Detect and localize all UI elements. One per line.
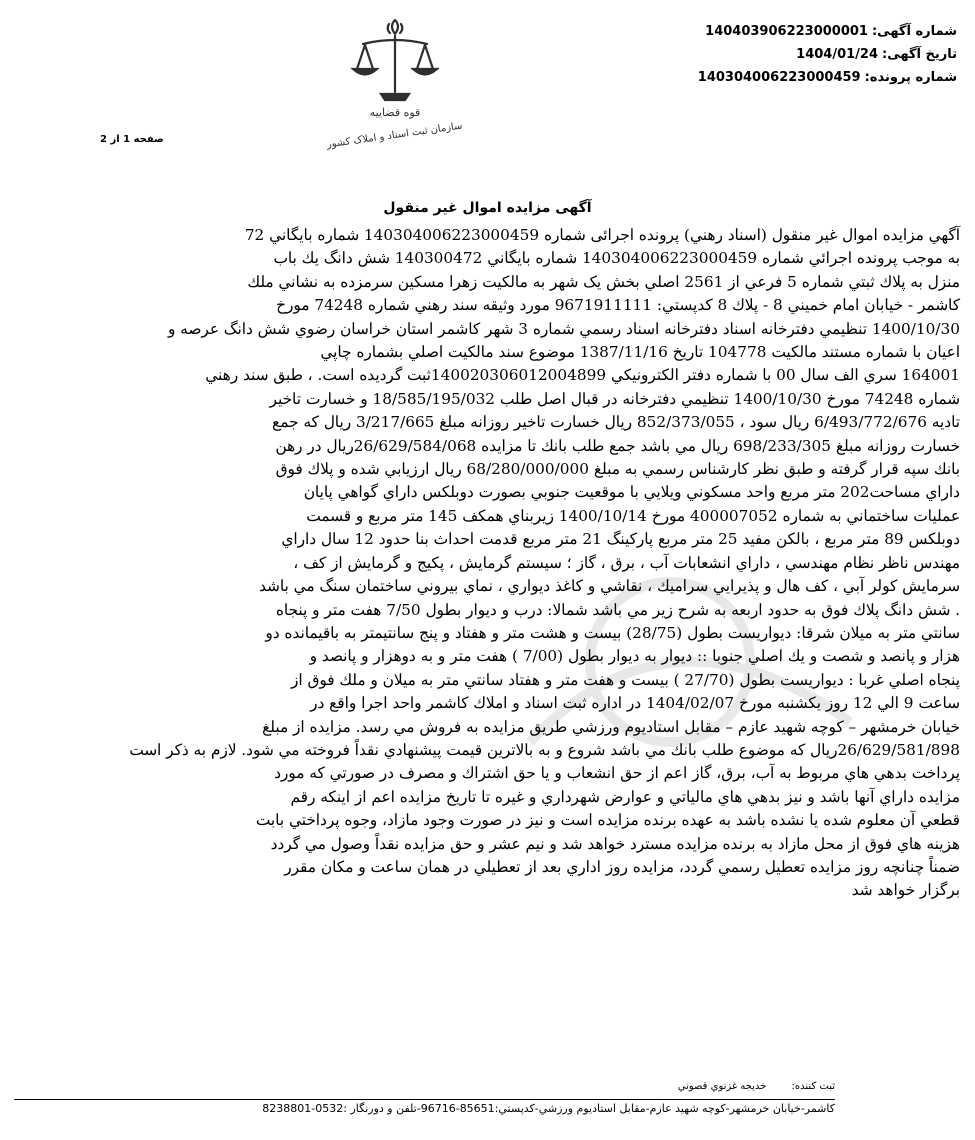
body-line: هزار و پانصد و شصت و يك اصلي جنوبا :: ديوار به ديوار بطول (7/00 ) هفت متر و به دوهزار و پانصد و <box>309 647 960 666</box>
org-judiciary-label: قوه قضاییه <box>369 106 421 119</box>
scales-of-justice-emblem-icon <box>326 14 464 154</box>
body-line: قطعي آن معلوم شده يا نشده باشد به عهده برنده مزايده است و نيز در صورت وجود مازاد، وجوه پرداختي بابت <box>255 811 960 830</box>
body-line: دوبلكس 89 متر مربع ، بالكن مفيد 25 متر مربع پاركينگ 21 متر مربع قدمت احداث بنا حدود 12 سال داراي <box>281 530 960 549</box>
body-line: آگهي مزايده اموال غير منقول (اسناد رهني) پرونده اجرائی شماره 140304006223000459 شماره بايگاني 72 <box>244 226 960 244</box>
body-line: منزل به پلاك ثبتي شماره 5 فرعي از 2561 اصلي بخش يک شهر به مالكيت زهرا مسكين سرمزده به نشاني ملك <box>247 272 960 291</box>
ad-number-label: شماره آگهی: <box>871 24 957 39</box>
body-line: خسارت روزانه مبلغ 698/233/305 ريال مي باشد جمع طلب بانك تا مزايده 26/629/584/068ريال در رهن <box>275 436 960 455</box>
body-line: پرداخت بدهي هاي مربوط به آب، برق، گاز اعم از حق انشعاب و يا حق اشتراك و مصرف در صورتي كه مورد <box>274 764 960 783</box>
body-line: 26/629/581/898ريال كه موضوع طلب بانك مي باشد شروع و به بالاترين قيمت پيشنهادي نقداً فروخته مي شود. لازم به ذكر است <box>129 740 960 759</box>
footer-divider <box>14 1099 835 1100</box>
body-line: ساعت 9 الي 12 روز يكشنبه مورخ 1404/02/07 در اداره ثبت اسناد و املاك كاشمر واحد اجرا واقع در <box>310 694 960 713</box>
footer-address: كاشمر-خيابان خرمشهر-كوچه شهيد عازم-مقابل استاديوم ورزشي-كدپستي:85651-96716-تلفن و دورنگار :0532-8238801 <box>262 1102 835 1115</box>
body-line: سانتي متر به ميلان شرقا: ديواريست بطول (28/75) بيست و هشت متر و هفتاد و پنج سانتيمتر به باقيمانده دو <box>265 623 960 642</box>
body-line: شماره 74248 مورخ 1400/10/30 تنظيمي دفترخانه در قبال اصل طلب 18/585/195/032 و خسارت تاخير <box>269 389 960 408</box>
org-registry-label: سازمان ثبت اسناد و املاک کشور <box>326 120 464 151</box>
ad-number: 140403906223000001 <box>705 24 868 39</box>
body-line: برگزار خواهد شد <box>851 881 960 900</box>
page-title: آگهی مزایده اموال غیر منقول <box>383 200 592 216</box>
registrar-name: خديجه غزنوي قصوني <box>677 1081 767 1092</box>
case-number-label: شماره پرونده: <box>864 70 957 85</box>
registrar <box>656 1081 835 1092</box>
body-line: پنجاه اصلي غربا : ديواريست بطول (27/70 ) بيست و هفت متر و هفتاد سانتي متر به ميلان و ملك فوق از <box>290 670 960 689</box>
registrar-label: ثبت کننده: <box>791 1081 835 1092</box>
body-line: تاديه 6/493/772/676 ريال سود ، 852/373/055 ريال خسارت تاخير روزانه مبلغ 3/217/665 ريال كه جمع <box>272 413 960 432</box>
case-number-row <box>694 66 957 89</box>
body-line: عمليات ساختماني به شماره 400007052 مورخ 1400/10/14 زيربناي همكف 145 متر مربع و قسمت <box>306 506 960 525</box>
body-line: 164001 سري الف سال 00 با شماره دفتر الکترونيکي 140020306012004899ثبت گرديده است. ، طبق سند رهني <box>205 366 960 385</box>
body-line: خيابان خرمشهر – كوچه شهيد عازم – مقابل استاديوم ورزشي طريق مزايده به فروش مي رسد. مزايده از مبلغ <box>262 717 960 736</box>
ad-body <box>12 224 960 903</box>
ad-number-row <box>694 20 957 43</box>
case-number: 140304006223000459 <box>697 70 861 85</box>
body-line: كاشمر - خيابان امام خميني 8 - پلاك 8 كدپستي: 9671911111 مورد وثيقه سند رهني شماره 74248 مورخ <box>276 296 960 315</box>
body-line: . شش دانگ پلاك فوق به حدود اربعه به شرح زير مي باشد شمالا: درب و ديوار بطول 7/50 هفت متر و پنجاه <box>275 600 960 619</box>
page-count: صفحه 1 از 2 <box>100 134 164 145</box>
body-line: هزينه هاي فوق از محل مازاد به برنده مزايده مسترد خواهد شد و نيم عشر و حق مزايده نقداً وصول مي گردد <box>270 834 960 853</box>
ad-date: 1404/01/24 <box>796 47 879 62</box>
body-line: ضمناً چنانچه روز مزايده تعطيل رسمي گردد، مزايده روز اداري بعد از تعطيلي در همان ساعت و مكان مقرر <box>284 857 960 876</box>
ad-header <box>694 20 957 89</box>
body-line: مزايده داراي آنها باشد و نيز بدهي هاي مالياتي و عوارض شهرداري و غيره تا تاريخ مزايده اعم از اينكه رقم <box>290 787 960 806</box>
ad-date-row <box>694 43 957 66</box>
body-line: به موجب پرونده اجرائي شماره 140304006223000459 شماره بايگاني 140300472 شش دانگ يك باب <box>273 249 960 268</box>
body-line: 1400/10/30 تنظيمي دفترخانه اسناد دفترخانه اسناد رسمي شماره 3 شهر كاشمر استان خراسان رضوي شش دانگ عرصه و <box>167 319 960 338</box>
body-line: بانك سپه قرار گرفته و طبق نظر كارشناس رسمي به مبلغ 68/280/000/000 ريال ارزيابي شده و پلاك فوق <box>275 460 960 479</box>
body-line: داراي مساحت202 متر مربع واحد مسكوني ويلايي با موقعيت جنوبي بصورت دوبلكس داراي گواهي پايان <box>303 483 960 502</box>
body-line: مهندس ناظر نظام مهندسي ، داراي انشعابات آب ، برق ، گاز ؛ سيستم گرمايش ، پكيج و گرمايش از كف ، <box>293 553 960 572</box>
body-line: سرمايش كولر آبي ، كف هال و پذيرايي سراميك ، نقاشي و كاغذ ديواري ، نماي بيروني ساختمان سنگ مي باشد <box>259 577 960 596</box>
body-line: اعيان با شماره مستند مالكيت 104778 تاريخ 1387/11/16 موضوع سند مالكيت اصلي بشماره چاپي <box>320 343 960 362</box>
ad-date-label: تاریخ آگهی: <box>882 47 957 62</box>
